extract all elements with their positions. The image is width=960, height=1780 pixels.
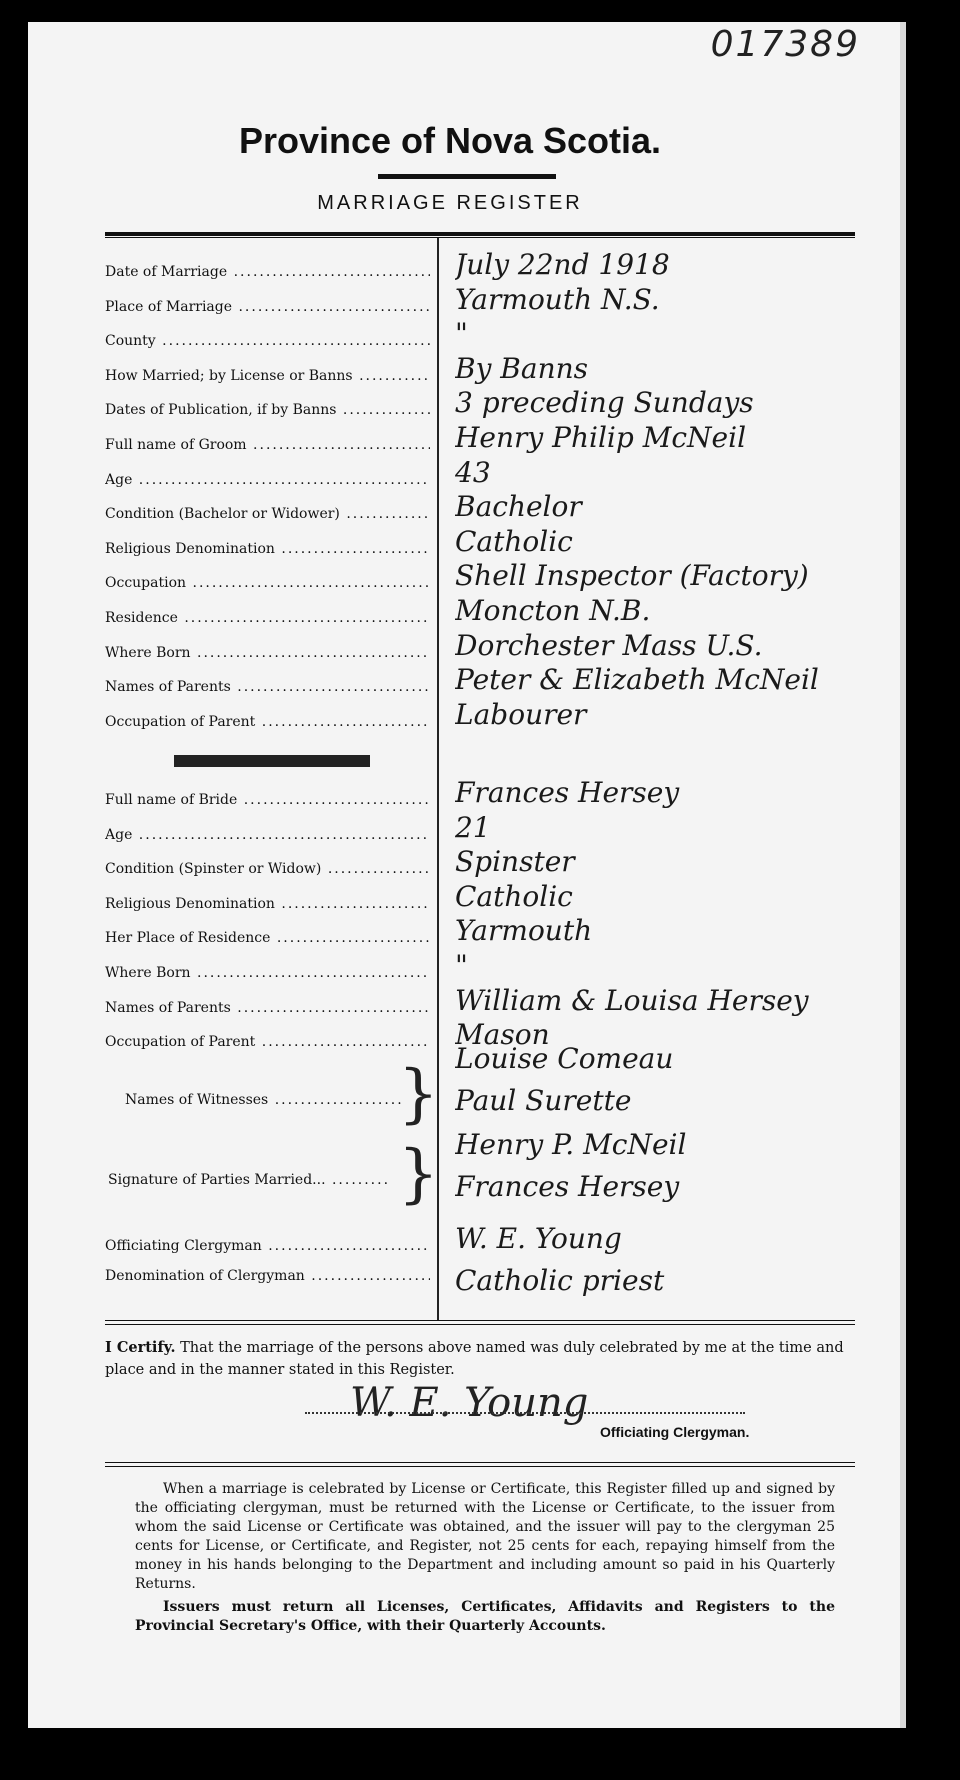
field-value: Bachelor (455, 490, 582, 524)
notes-rule-top-2 (105, 1466, 855, 1467)
field-label: Occupation of Parent ..... (105, 1034, 430, 1056)
field-value: Moncton N.B. (455, 594, 651, 627)
header-rule (105, 232, 855, 236)
signature-line (305, 1412, 745, 1414)
notes-rule-top (105, 1462, 855, 1463)
certify-rule-top (105, 1320, 855, 1321)
field-label: Where Born ..... (105, 645, 430, 667)
field-value: Frances Hersey (455, 776, 680, 809)
signature-caption: Officiating Clergyman. (600, 1424, 750, 1440)
field-value: Labourer (455, 697, 587, 731)
parties-label: Signature of Parties Married... ..... (108, 1172, 388, 1194)
denomination-label: Denomination of Clergyman ..... (105, 1268, 430, 1290)
register-number-stamp: 017389 (710, 24, 860, 65)
field-value: 21 (455, 810, 491, 844)
field-label: How Married; by License or Banns ..... (105, 368, 430, 390)
section-divider-bar (174, 755, 370, 767)
field-label: Religious Denomination ..... (105, 541, 430, 563)
field-value: Shell Inspector (Factory) (455, 559, 809, 593)
field-value: Peter & Elizabeth McNeil (455, 663, 819, 697)
field-label: Where Born ..... (105, 965, 430, 987)
notes-paragraph-1: When a marriage is celebrated by License or Certificate, this Register filled up and signed by the officiating clergyman, must be returned with the License or Certificate, to the issuer from whom the said License or Certificate was obtained, and the issuer will pay to the clergyman 25 cents for License, or Certificate, and Register, not 25 cents for each, repaying himself from the money in his hands belonging to the Department and including amount so paid in his Quarterly Returns. (135, 1481, 835, 1592)
certify-rule-top-2 (105, 1324, 855, 1325)
certify-lead: I Certify. (105, 1339, 176, 1356)
witness-2: Paul Surette (455, 1084, 632, 1117)
officiating-value: W. E. Young (455, 1222, 622, 1255)
field-value: Yarmouth (455, 914, 593, 948)
field-value: Henry Philip McNeil (455, 421, 747, 454)
field-value: " (455, 949, 468, 982)
field-value: " (455, 317, 468, 351)
field-label: County ..... (105, 333, 430, 355)
field-label: Names of Parents ..... (105, 1000, 430, 1022)
field-label: Age ..... (105, 472, 430, 494)
field-value: July 22nd 1918 (455, 248, 670, 281)
parties-brace: } (398, 1137, 439, 1211)
field-label: Full name of Bride ..... (105, 792, 430, 814)
field-label: Residence ..... (105, 610, 430, 632)
certify-text: That the marriage of the persons above named was duly celebrated by me at the time and place and in the manner stated in this Register. (105, 1340, 844, 1378)
field-label: Religious Denomination ..... (105, 896, 430, 918)
officiating-label: Officiating Clergyman ..... (105, 1238, 430, 1260)
field-value: Yarmouth N.S. (455, 282, 660, 316)
field-label: Full name of Groom ..... (105, 437, 430, 459)
notes-paragraph-2: Issuers must return all Licenses, Certificates, Affidavits and Registers to the Provincial Secretary's Office, with their Quarterly Accounts. (135, 1599, 835, 1634)
field-label: Date of Marriage ..... (105, 264, 430, 286)
field-label: Her Place of Residence ..... (105, 930, 430, 952)
field-label: Names of Parents ..... (105, 679, 430, 701)
witnesses-label: Names of Witnesses ..... (125, 1092, 405, 1114)
field-label: Place of Marriage ..... (105, 299, 430, 321)
field-value: Catholic (455, 524, 573, 558)
field-label: Condition (Spinster or Widow) ..... (105, 861, 430, 883)
field-value: Mason (455, 1018, 550, 1052)
field-label: Age ..... (105, 827, 430, 849)
field-value: Catholic (455, 879, 573, 913)
denomination-value: Catholic priest (455, 1264, 665, 1297)
clergyman-signature: W. E. Young (350, 1380, 589, 1426)
certification-statement (105, 1337, 845, 1381)
party-groom-signature: Henry P. McNeil (455, 1128, 687, 1161)
page-subtitle: MARRIAGE REGISTER (317, 192, 583, 214)
field-label: Occupation ..... (105, 575, 430, 597)
witnesses-brace: } (398, 1057, 439, 1131)
page-title: Province of Nova Scotia. (238, 120, 662, 161)
field-label: Occupation of Parent ..... (105, 714, 430, 736)
header-rule-thin (105, 237, 855, 238)
field-value: Dorchester Mass U.S. (455, 628, 763, 662)
field-value: William & Louisa Hersey (455, 983, 809, 1017)
field-value: 43 (455, 455, 491, 489)
field-value: By Banns (455, 351, 588, 385)
field-value: Spinster (455, 845, 575, 879)
field-label: Dates of Publication, if by Banns ..... (105, 402, 430, 424)
title-underline (378, 174, 556, 179)
field-label: Condition (Bachelor or Widower) ..... (105, 506, 430, 528)
field-value: 3 preceding Sundays (455, 386, 754, 420)
witness-1: Louise Comeau (455, 1042, 674, 1075)
party-bride-signature: Frances Hersey (455, 1170, 680, 1203)
